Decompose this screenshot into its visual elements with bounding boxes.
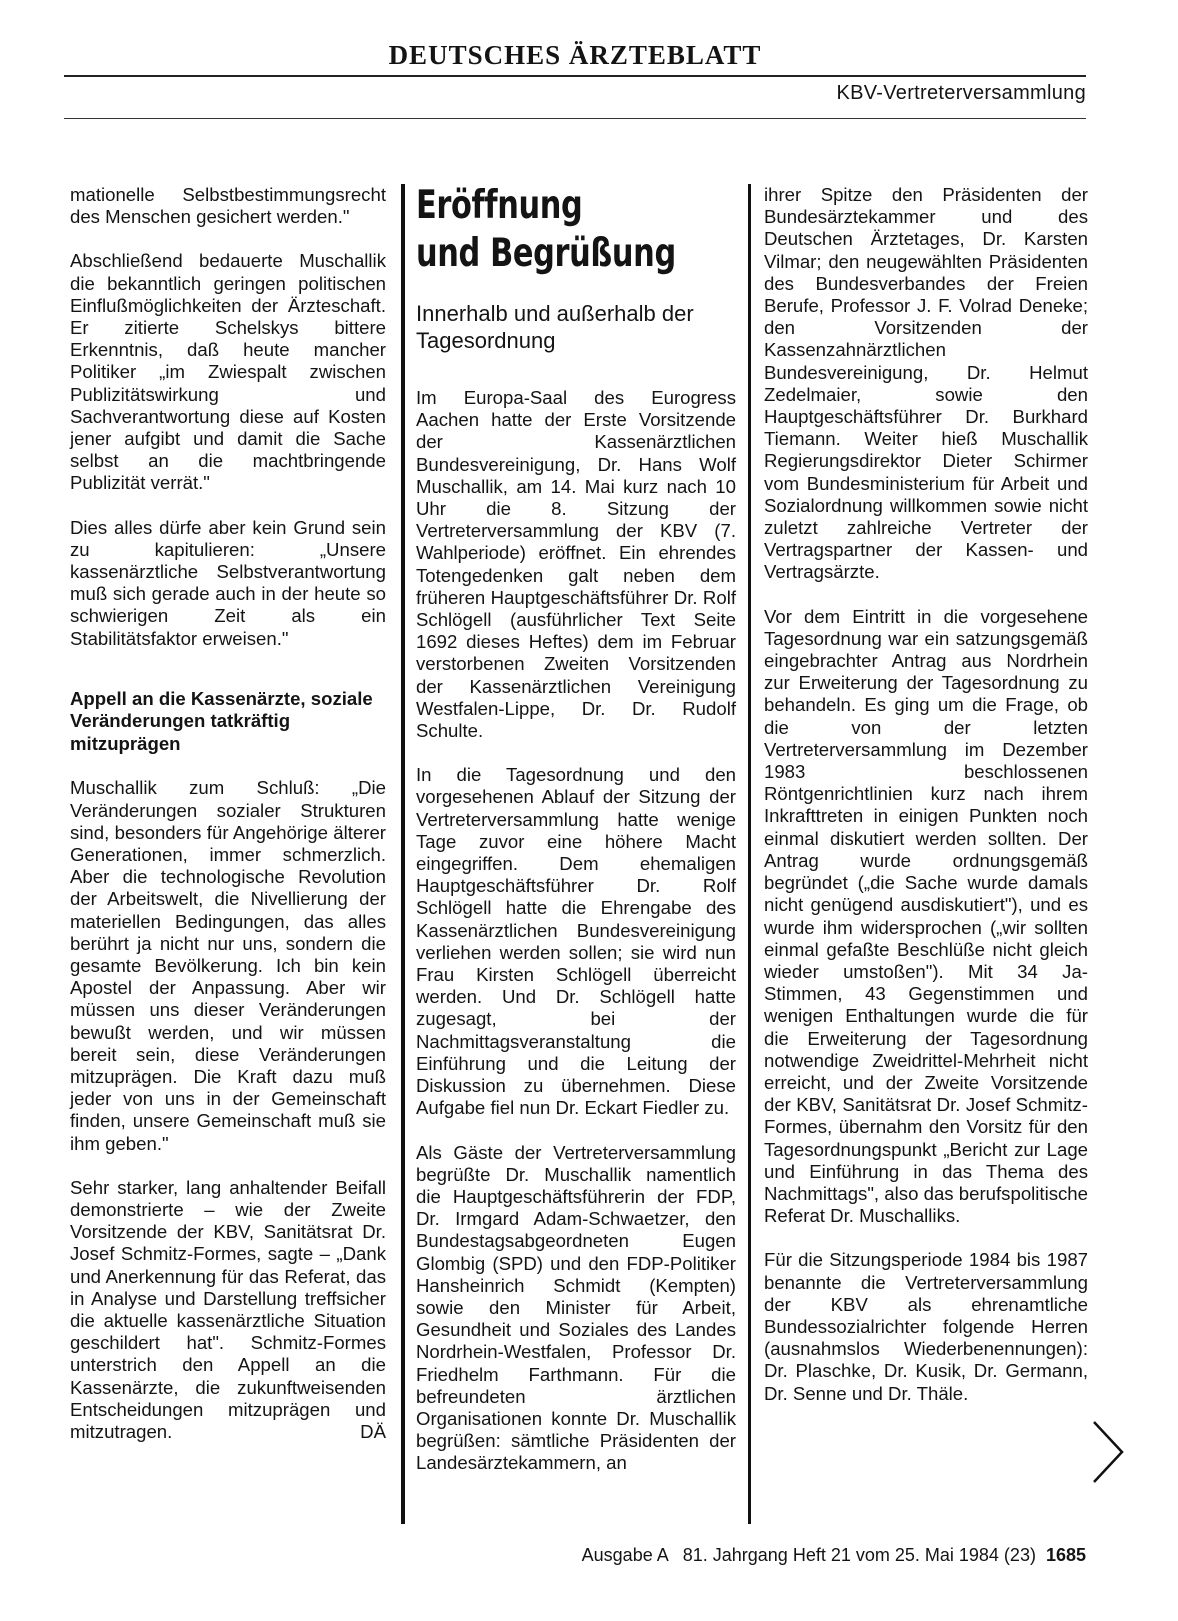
subheading: Appell an die Kassenärzte, soziale Veränderungen tatkräftig mitzuprägen — [70, 687, 373, 754]
paragraph: Dies alles dürfe aber kein Grund sein zu kapitulieren: „Unsere kassenärztliche Selbstverantwortung muß sich gerade auch in der heute so schwierigen Zeit als ein Stabilitätsfaktor erweisen." — [70, 516, 386, 649]
paragraph: Vor dem Eintritt in die vorgesehene Tagesordnung war ein satzungsgemäß eingebrachter Antrag aus Nordrhein zur Erweiterung der Tagesordnung zu behandeln. Es ging um die Frage, ob die von der letzten Vertreterversammlung im Dezember 1983 beschlossenen Röntgenrichtlinien kurz nach ihrem Inkrafttreten in einigen Punkten noch einmal diskutiert werden sollten. Der Antrag wurde ordnungsgemäß begründet („die Sache wurde damals nicht genügend ausdiskutiert"), und es wurde ihm widersprochen („wir sollten einmal gefaßte Beschlüße nicht gleich wieder umstoßen"). Mit 34 Ja-Stimmen, 43 Gegenstimmen und wenigen Enthaltungen wurde die für die Erweiterung der Tagesordnung notwendige Zweidrittel-Mehrheit nicht erreicht, und der Zweite Vorsitzende der KBV, Sanitätsrat Dr. Josef Schmitz-Formes, übernahm den Vorsitz für den Tagesordnungspunkt „Bericht zur Lage und Einführung in das Thema des Nachmittags", also das berufspolitische Referat Dr. Muschalliks. — [764, 605, 1088, 1227]
paragraph: Im Europa-Saal des Eurogress Aachen hatte der Erste Vorsitzende der Kassenärztlichen Bundesvereinigung, Dr. Hans Wolf Muschallik, am 14. Mai kurz nach 10 Uhr die 8. Sitzung der Vertreterversammlung der KBV (7. Wahlperiode) eröffnet. Ein ehrendes Totengedenken galt neben dem früheren Hauptgeschäftsführer Dr. Rolf Schlögell (ausführlicher Text Seite 1692 dieses Heftes) dem im Februar verstorbenen Zweiten Vorsitzenden der Kassenärztlichen Vereinigung Westfalen-Lippe, Dr. Dr. Rudolf Schulte. — [416, 387, 736, 742]
paragraph: Muschallik zum Schluß: „Die Veränderungen sozialer Strukturen sind, besonders für Angehörige älterer Generationen, immer schmerzlich. Aber die technologische Revolution der Arbeitswelt, die Nivellierung der materiellen Bedingungen, das alles berührt ja nicht nur uns, sondern die gesamte Bevölkerung. Ich bin kein Apostel der Anpassung. Aber wir müssen uns dieser Veränderungen bewußt werden, und wir müssen bereit sein, diese Veränderungen mitzuprägen. Die Kraft dazu muß jeder von uns in der Gemeinschaft finden, unsere Gemeinschaft muß sie ihm geben." — [70, 777, 386, 1154]
article-headline — [416, 182, 712, 278]
paragraph: In die Tagesordnung und den vorgesehenen Ablauf der Sitzung der Vertreterversammlung hatte wenige Tage zuvor eine höhere Macht eingegriffen. Dem ehemaligen Hauptgeschäftsführer Dr. Rolf Schlögell hatte die Ehrengabe des Kassenärztlichen Bundesvereinigung verliehen werden sollen; sie wird nun Frau Kirsten Schlögell überreicht werden. Und Dr. Schlögell hatte zugesagt, bei der Nachmittagsveranstaltung die Einführung und die Leitung der Diskussion zu übernehmen. Diese Aufgabe fiel nun Dr. Eckart Fiedler zu. — [416, 764, 736, 1119]
paragraph: Als Gäste der Vertreterversammlung begrüßte Dr. Muschallik namentlich die Hauptgeschäftsführerin der FDP, Dr. Irmgard Adam-Schwaetzer, den Bundestagsabgeordneten Eugen Glombig (SPD) und den FDP-Politiker Hansheinrich Schmidt (Kempten) sowie den Minister für Arbeit, Gesundheit und Soziales des Landes Nordrhein-Westfalen, Professor Dr. Friedhelm Farthmann. Für die befreundeten ärztlichen Organisationen konnte Dr. Muschallik begrüßen: sämtliche Präsidenten der Landesärztekammern, an — [416, 1141, 736, 1474]
page-footer — [582, 1545, 1086, 1566]
paragraph: Abschließend bedauerte Muschallik die bekanntlich geringen politischen Einflußmöglichkeiten der Ärzteschaft. Er zitierte Schelskys bittere Erkenntnis, daß heute mancher Politiker „im Zwiespalt zwischen Publizitätswirkung und Sachverantwortung diese auf Kosten jener aufgibt und damit die Sache selbst an die machtbringende Publizität verrät." — [70, 250, 386, 494]
headline-line-2: und Begrüßung — [416, 231, 676, 276]
continue-arrow-icon — [1090, 1420, 1126, 1484]
column-3 — [764, 184, 1088, 1405]
paragraph: mationelle Selbstbestimmungsrecht des Menschen gesichert werden." — [70, 184, 386, 228]
article-dek: Innerhalb und außerhalb der Tagesordnung — [416, 301, 694, 353]
page-number: 1685 — [1045, 1545, 1086, 1565]
column-1 — [70, 184, 386, 1443]
issue-info: Ausgabe A 81. Jahrgang Heft 21 vom 25. Mai 1984 (23) — [581, 1545, 1036, 1565]
paragraph-final — [70, 1177, 386, 1443]
column-divider — [748, 184, 751, 1524]
author-signature: DÄ — [360, 1421, 386, 1443]
section-label: KBV-Vertreterversammlung — [836, 82, 1086, 104]
column-divider-bold — [401, 184, 405, 1524]
paragraph: Für die Sitzungsperiode 1984 bis 1987 benannte die Vertreterversammlung der KBV als ehrenamtliche Bundessozialrichter folgende Herren (ausnahmslos Wiederbenennungen): Dr. Plaschke, Dr. Kusik, Dr. Germann, Dr. Senne und Dr. Thäle. — [764, 1249, 1088, 1404]
column-2 — [416, 184, 736, 1475]
paragraph-text: Sehr starker, lang anhaltender Beifall demonstrierte – wie der Zweite Vorsitzende der KBV, Sanitätsrat Dr. Josef Schmitz-Formes, sagte – „Dank und Anerkennung für das Referat, das in Analyse und Darstellung treffsicher die aktuelle kassenärztliche Situation geschildert hat". Schmitz-Formes unterstrich den Appell an die Kassenärzte, die zukunftweisenden Entscheidungen mitzuprägen und mitzutragen. — [70, 1176, 386, 1443]
header-rule — [64, 75, 1086, 77]
paragraph: ihrer Spitze den Präsidenten der Bundesärztekammer und des Deutschen Ärztetages, Dr. Karsten Vilmar; den neugewählten Präsidenten des Bundesverbandes der Freien Berufe, Professor J. F. Volrad Deneke; den Vorsitzenden der Kassenzahnärztlichen Bundesvereinigung, Dr. Helmut Zedelmaier, sowie den Hauptgeschäftsführer Dr. Burkhard Tiemann. Weiter hieß Muschallik Regierungsdirektor Dieter Schirmer vom Bundesministerium für Arbeit und Sozialordnung willkommen sowie nicht zuletzt zahlreiche Vertreter der Vertragspartner der Kassen- und Vertragsärzte. — [764, 184, 1088, 583]
header-rule-secondary — [64, 118, 1086, 119]
masthead: DEUTSCHES ÄRZTEBLATT — [388, 40, 762, 70]
headline-line-1: Eröffnung — [416, 183, 583, 228]
